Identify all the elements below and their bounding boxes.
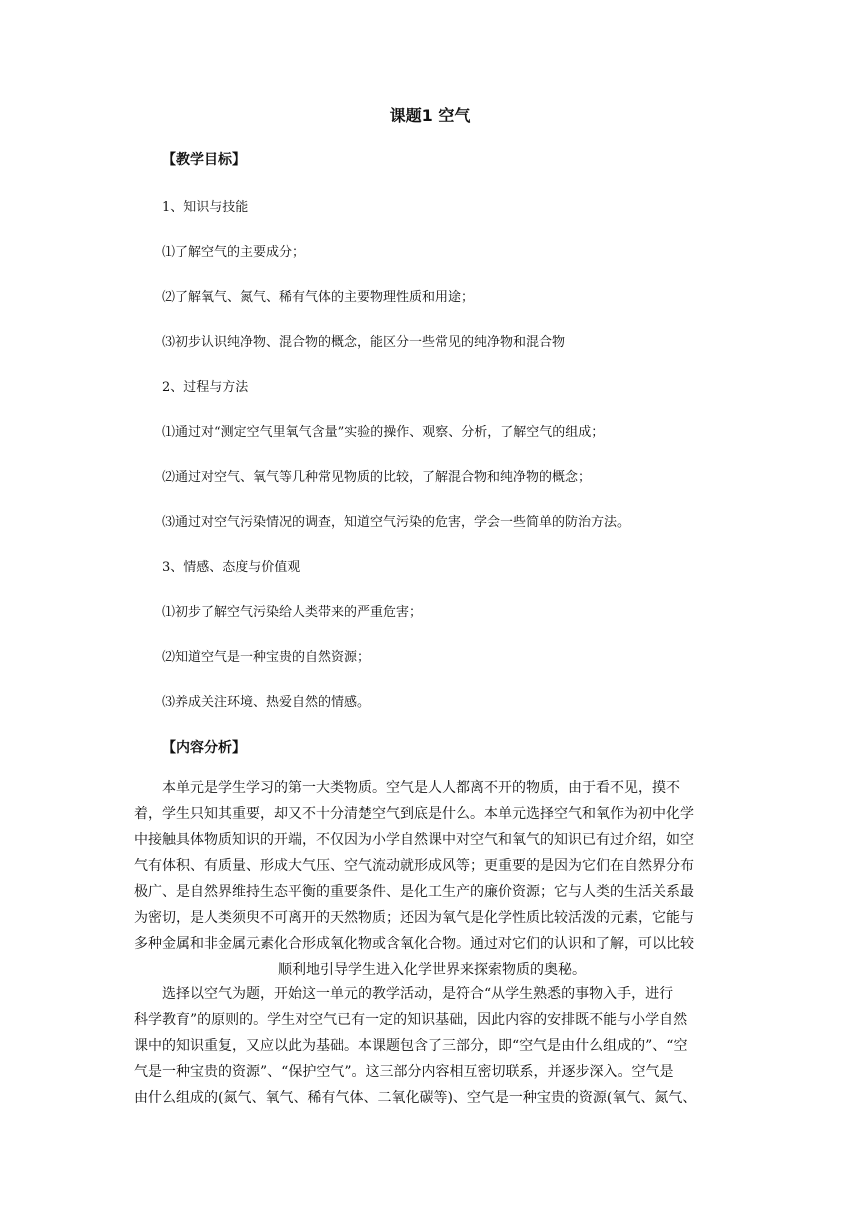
objective-line: 2、过程与方法 bbox=[162, 380, 249, 395]
analysis-paragraph-2 bbox=[134, 981, 730, 1111]
objective-line: ⑵通过对空气、氧气等几种常见物质的比较，了解混合物和纯净物的概念； bbox=[162, 470, 592, 485]
analysis-paragraph-1 bbox=[134, 775, 730, 983]
objective-line: ⑵知道空气是一种宝贵的自然资源； bbox=[162, 650, 371, 665]
paragraph-line: 气是一种宝贵的资源”、“保护空气”。这三部分内容相互密切联系，并逐步深入。空气是 bbox=[134, 1064, 674, 1080]
paragraph-line: 本单元是学生学习的第一大类物质。空气是人人都离不开的物质，由于看不见，摸不 bbox=[134, 780, 680, 796]
objective-line: ⑵了解氧气、氮气、稀有气体的主要物理性质和用途； bbox=[162, 290, 475, 305]
objective-line: ⑶养成关注环境、热爱自然的情感。 bbox=[162, 695, 371, 710]
objective-line: 3、情感、态度与价值观 bbox=[162, 560, 301, 575]
paragraph-line: 科学教育”的原则的。学生对空气已有一定的知识基础，因此内容的安排既不能与小学自然 bbox=[134, 1012, 688, 1028]
objective-line: ⑴通过对“测定空气里氧气含量”实验的操作、观察、分析，了解空气的组成； bbox=[162, 425, 605, 440]
paragraph-line: 由什么组成的(氮气、氧气、稀有气体、二氧化碳等)、空气是一种宝贵的资源(氧气、氮气、 bbox=[134, 1090, 697, 1106]
paragraph-line: 为密切，是人类须臾不可离开的天然物质；还因为氧气是化学性质比较活泼的元素，它能与 bbox=[134, 910, 694, 926]
paragraph-line: 课中的知识重复，又应以此为基础。本课题包含了三部分，即“空气是由什么组成的”、“空 bbox=[134, 1038, 688, 1054]
page-title: 课题1 空气 bbox=[389, 106, 471, 125]
analysis-heading: 【内容分析】 bbox=[162, 740, 246, 756]
objective-line: ⑶初步认识纯净物、混合物的概念，能区分一些常见的纯净物和混合物 bbox=[162, 335, 566, 350]
paragraph-line: 顺利地引导学生进入化学世界来探索物质的奥秘。 bbox=[278, 962, 586, 978]
paragraph-line: 多种金属和非金属元素化合形成氧化物或含氧化合物。通过对它们的认识和了解，可以比较 bbox=[134, 936, 694, 952]
objective-line: ⑴初步了解空气污染给人类带来的严重危害； bbox=[162, 605, 423, 620]
paragraph-line: 中接触具体物质知识的开端，不仅因为小学自然课中对空气和氧气的知识已有过介绍，如空 bbox=[134, 832, 694, 848]
objective-line: ⑶通过对空气污染情况的调查，知道空气污染的危害，学会一些简单的防治方法。 bbox=[162, 515, 631, 530]
objectives-heading: 【教学目标】 bbox=[162, 152, 246, 168]
paragraph-line: 选择以空气为题，开始这一单元的教学活动，是符合“从学生熟悉的事物入手，进行 bbox=[134, 986, 674, 1002]
paragraph-line: 极广、是自然界维持生态平衡的重要条件、是化工生产的廉价资源；它与人类的生活关系最 bbox=[134, 884, 694, 900]
objective-line: 1、知识与技能 bbox=[162, 200, 249, 215]
objective-line: ⑴了解空气的主要成分； bbox=[162, 245, 306, 260]
paragraph-line: 着，学生只知其重要，却又不十分清楚空气到底是什么。本单元选择空气和氧作为初中化学 bbox=[134, 806, 694, 822]
paragraph-line: 气有体积、有质量、形成大气压、空气流动就形成风等；更重要的是因为它们在自然界分布 bbox=[134, 858, 694, 874]
